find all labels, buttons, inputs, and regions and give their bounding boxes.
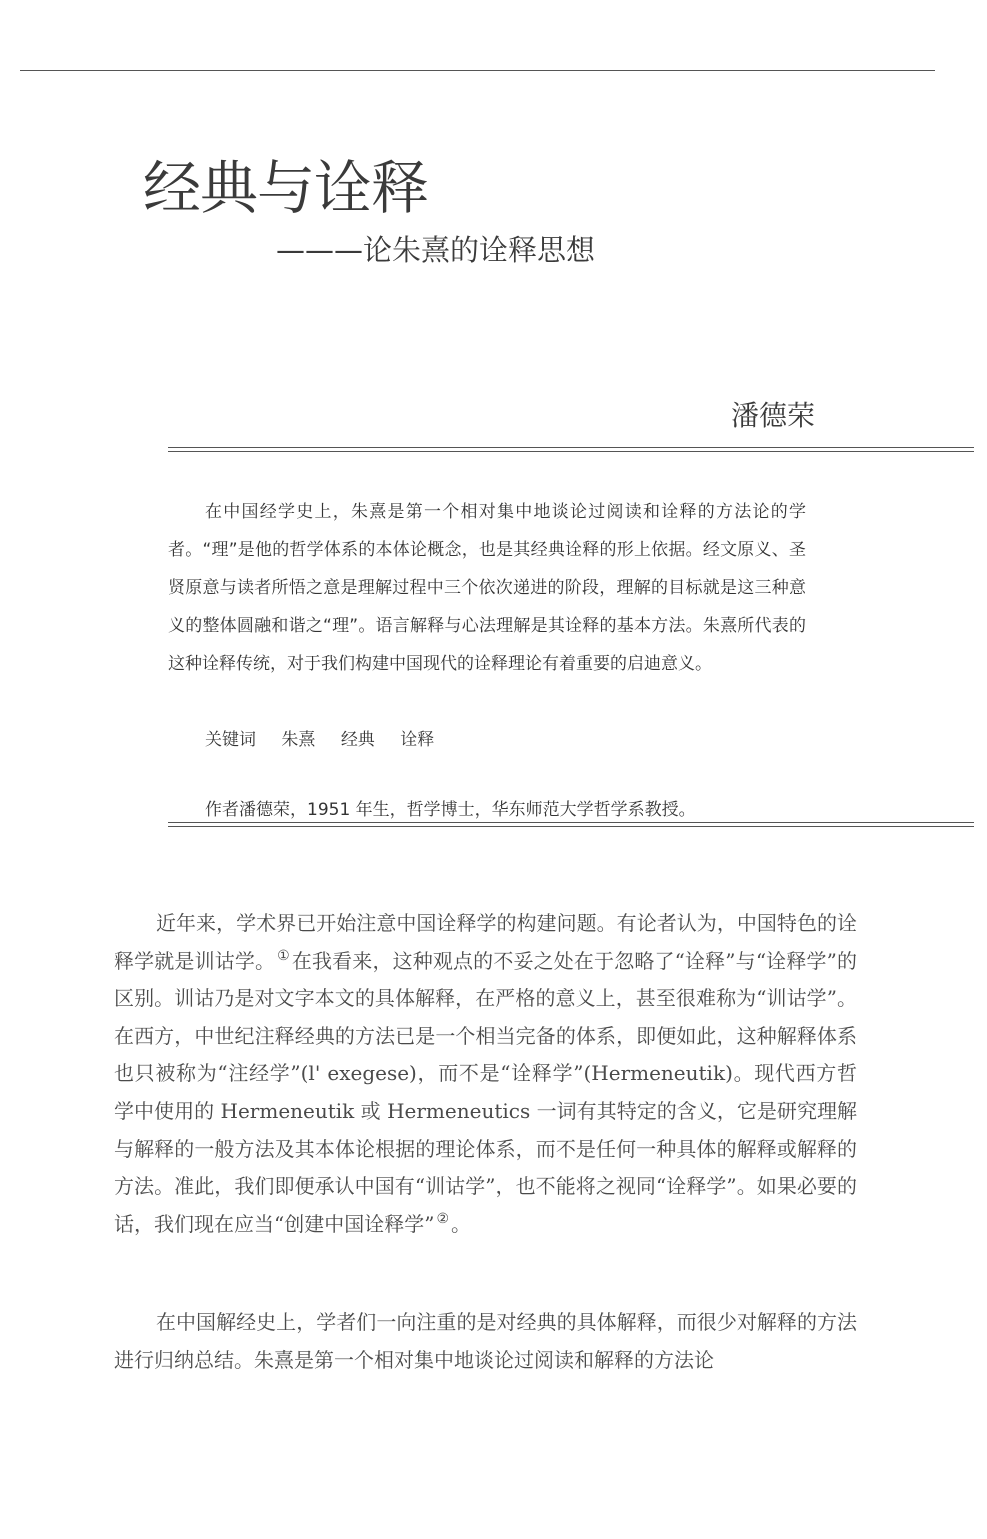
- paragraph-text: 。: [451, 1211, 472, 1236]
- author-note: 作者潘德荣，1951 年生，哲学博士，华东师范大学哲学系教授。: [205, 800, 696, 820]
- article-title: 经典与诠释: [143, 154, 429, 222]
- footnote-marker[interactable]: ②: [436, 1210, 450, 1227]
- keywords-label: 关键词: [205, 730, 256, 750]
- paragraph-text: 近年来，学术界已开始注意中国诠释学的构建问题。有论者认为，中国特色的诠释学就是训诂学。: [114, 911, 857, 973]
- footnote-marker[interactable]: ①: [277, 947, 290, 964]
- keywords-line: [205, 721, 454, 759]
- keyword-item: 朱熹: [281, 730, 316, 750]
- keyword-item: 经典: [340, 730, 375, 750]
- keyword-item: 诠释: [400, 730, 435, 750]
- article-subtitle: ———论朱熹的诠释思想: [276, 233, 596, 267]
- abstract-bottom-rule: [168, 822, 974, 827]
- body-paragraph: 在中国解经史上，学者们一向注重的是对经典的具体解释，而很少对解释的方法进行归纳总结。朱熹是第一个相对集中地谈论过阅读和解释的方法论: [114, 1310, 857, 1372]
- header-rule: [20, 70, 935, 71]
- paragraph-text: 在我看来，这种观点的不妥之处在于忽略了“诠释”与“诠释学”的区别。训诂乃是对文字本文的具体解释，在严格的意义上，甚至很难称为“训诂学”。在西方，中世纪注释经典的方法已是一个相当完备的体系，即便如此，这种解释体系也只被称为“注经学”(l' exegese)，而不是“诠释学”(Hermeneutik)。现代西方哲学中使用的 Hermeneutik 或 Hermeneutics 一词有其特定的含义，它是研究理解与解释的一般方法及其本体论根据的理论体系，而不是任何一种具体的解释或解释的方法。准此，我们即便承认中国有“训诂学”，也不能将之视同“诠释学”。如果必要的话，我们现在应当“创建中国诠释学”: [114, 948, 857, 1236]
- author-name: 潘德荣: [730, 399, 815, 432]
- abstract-top-rule: [168, 447, 974, 452]
- body-paragraph: [114, 905, 857, 1243]
- abstract-text: 在中国经学史上，朱熹是第一个相对集中地谈论过阅读和诠释的方法论的学者。“理”是他的哲学体系的本体论概念，也是其经典诠释的形上依据。经文原义、圣贤原意与读者所悟之意是理解过程中三个依次递进的阶段，理解的目标就是这三种意义的整体圆融和谐之“理”。语言解释与心法理解是其诠释的基本方法。朱熹所代表的这种诠释传统，对于我们构建中国现代的诠释理论有着重要的启迪意义。: [168, 502, 806, 674]
